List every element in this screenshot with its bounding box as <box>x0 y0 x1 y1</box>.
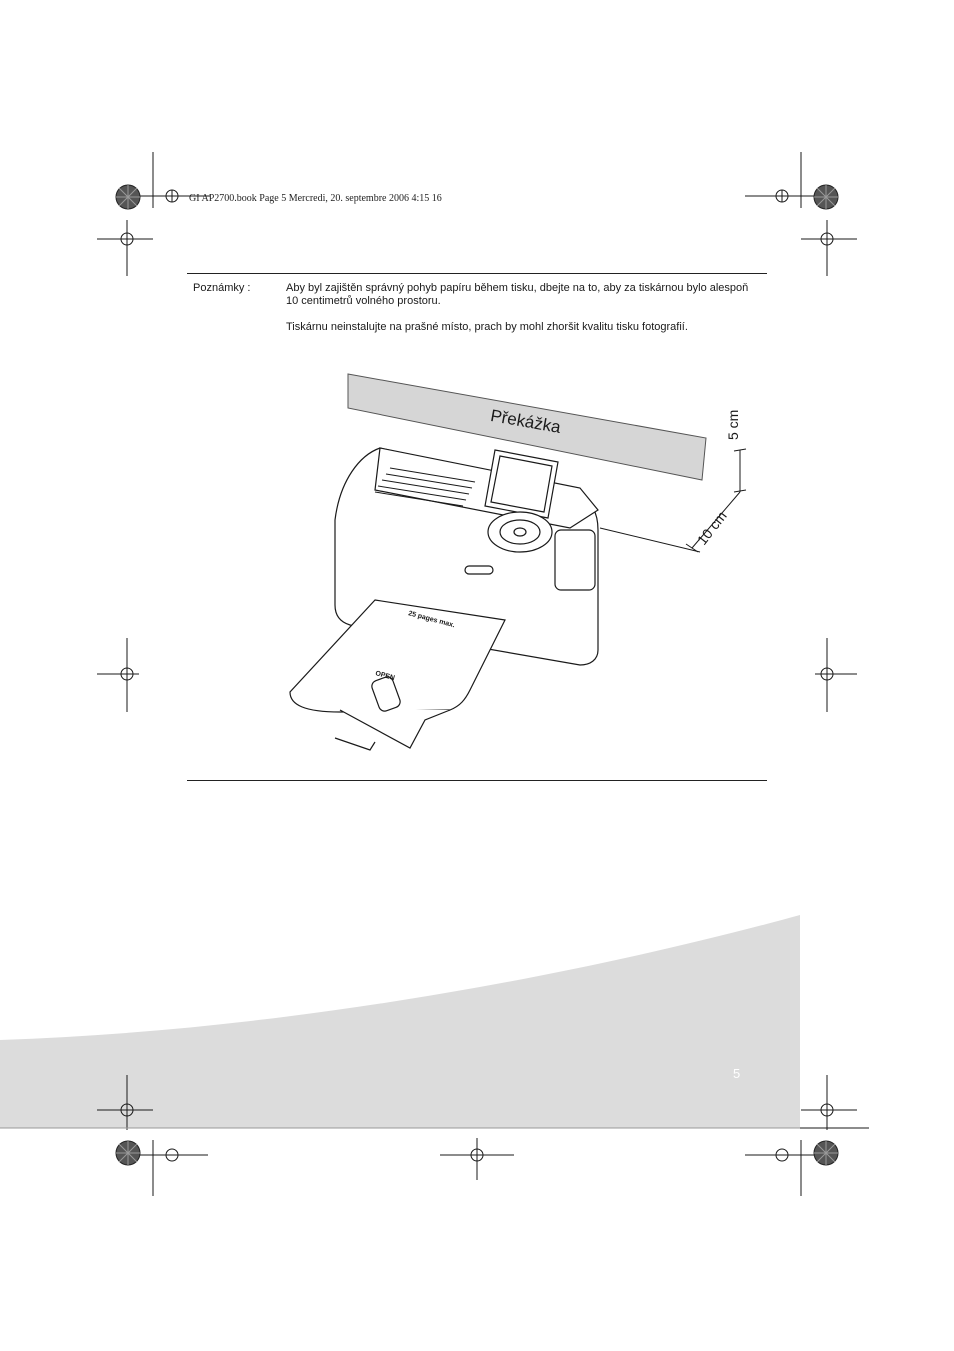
notes-body <box>286 282 760 347</box>
tray-capacity-label: 25 pages max. <box>407 610 456 630</box>
tray-open-label: OPEN <box>374 670 396 683</box>
notes-label: Poznámky : <box>193 282 251 294</box>
printer-clearance-figure <box>280 360 770 770</box>
dimension-top-label: 5 cm <box>725 409 741 440</box>
printer-drawing <box>290 448 598 750</box>
bottom-rule <box>187 780 767 781</box>
page-number: 5 <box>733 1066 741 1081</box>
footer-band <box>0 915 800 1128</box>
top-rule <box>187 273 767 274</box>
note-paragraph-2: Tiskárnu neinstalujte na prašné místo, prach by mohl zhoršit kvalitu tisku fotografií. <box>286 321 688 333</box>
note-paragraph-1: Aby byl zajištěn správný pohyb papíru během tisku, dbejte na to, aby za tiskárnou bylo alespoň 10 centimetrů volného prostoru. <box>286 282 749 307</box>
print-slug: GI AP2700.book Page 5 Mercredi, 20. septembre 2006 4:15 16 <box>189 193 442 204</box>
front-badge <box>465 566 493 574</box>
dimension-back-label: 10 cm <box>693 507 730 548</box>
obstacle-label: Překážka <box>489 405 563 437</box>
side-port <box>555 530 595 590</box>
